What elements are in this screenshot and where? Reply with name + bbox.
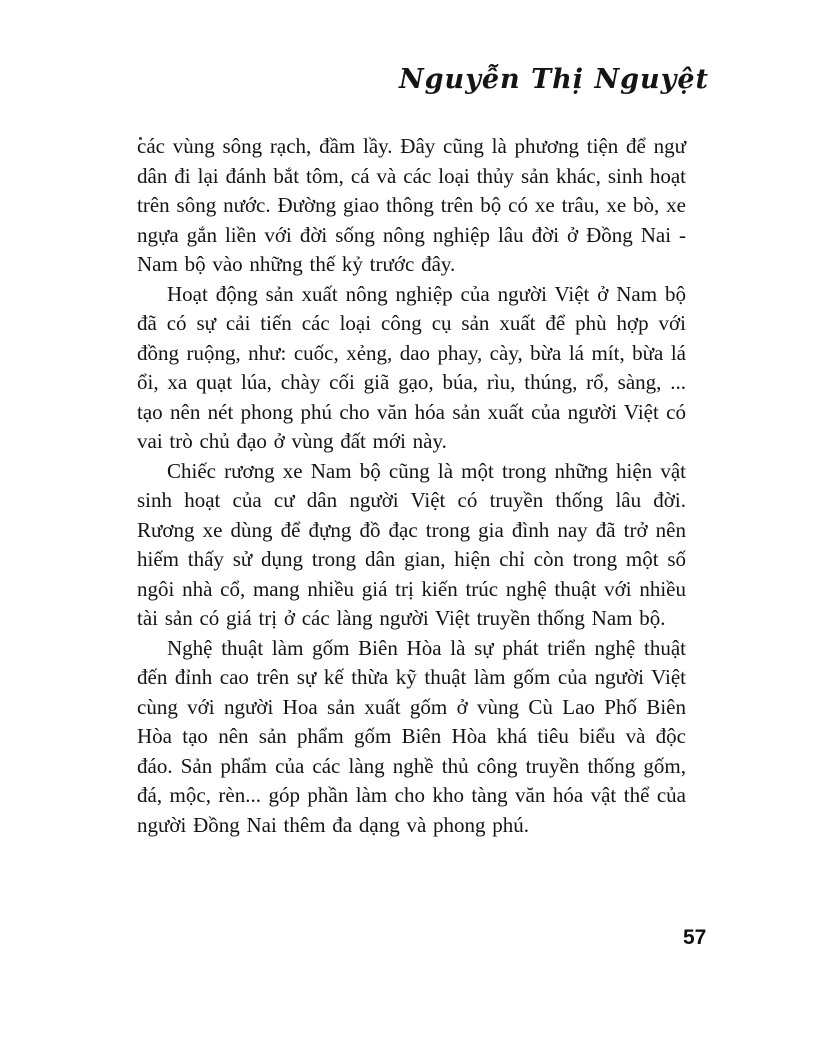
paragraph: các vùng sông rạch, đầm lầy. Đây cũng là phương tiện để ngư dân đi lại đánh bắt tôm, cá và các loại thủy sản khác, sinh hoạt trên sông nước. Đường giao thông trên bộ có xe trâu, xe bò, xe ngựa gắn liền với đời sống nông nghiệp lâu đời ở Đồng Nai - Nam bộ vào những thế kỷ trước đây. (137, 134, 686, 276)
page-body-text (137, 132, 686, 840)
page-number: 57 (683, 926, 707, 949)
paragraph: Chiếc rương xe Nam bộ cũng là một trong những hiện vật sinh hoạt của cư dân người Việt có truyền thống lâu đời. Rương xe dùng để đựng đồ đạc trong gia đình nay đã trở nên hiếm thấy sử dụng trong dân gian, hiện chỉ còn trong một số ngôi nhà cổ, mang nhiều giá trị kiến trúc nghệ thuật với nhiều tài sản có giá trị ở các làng người Việt truyền thống Nam bộ. (137, 458, 686, 630)
paragraph: Nghệ thuật làm gốm Biên Hòa là sự phát triển nghệ thuật đến đỉnh cao trên sự kế thừa kỹ thuật làm gốm của người Việt cùng với người Hoa sản xuất gốm ở vùng Cù Lao Phố Biên Hòa tạo nên sản phẩm gốm Biên Hòa khá tiêu biểu và độc đáo. Sản phẩm của các làng nghề thủ công truyền thống gốm, đá, mộc, rèn... góp phần làm cho kho tàng văn hóa vật thể của người Đồng Nai thêm đa dạng và phong phú. (137, 635, 686, 837)
paragraph: Hoạt động sản xuất nông nghiệp của người Việt ở Nam bộ đã có sự cải tiến các loại công cụ sản xuất để phù hợp với đồng ruộng, như: cuốc, xẻng, dao phay, cày, bừa lá mít, bừa lá ổi, xa quạt lúa, chày cối giã gạo, búa, rìu, thúng, rổ, sàng, ... tạo nên nét phong phú cho văn hóa sản xuất của người Việt có vai trò chủ đạo ở vùng đất mới này. (137, 281, 686, 453)
running-header-author: Nguyễn Thị Nguyệt (399, 64, 709, 95)
